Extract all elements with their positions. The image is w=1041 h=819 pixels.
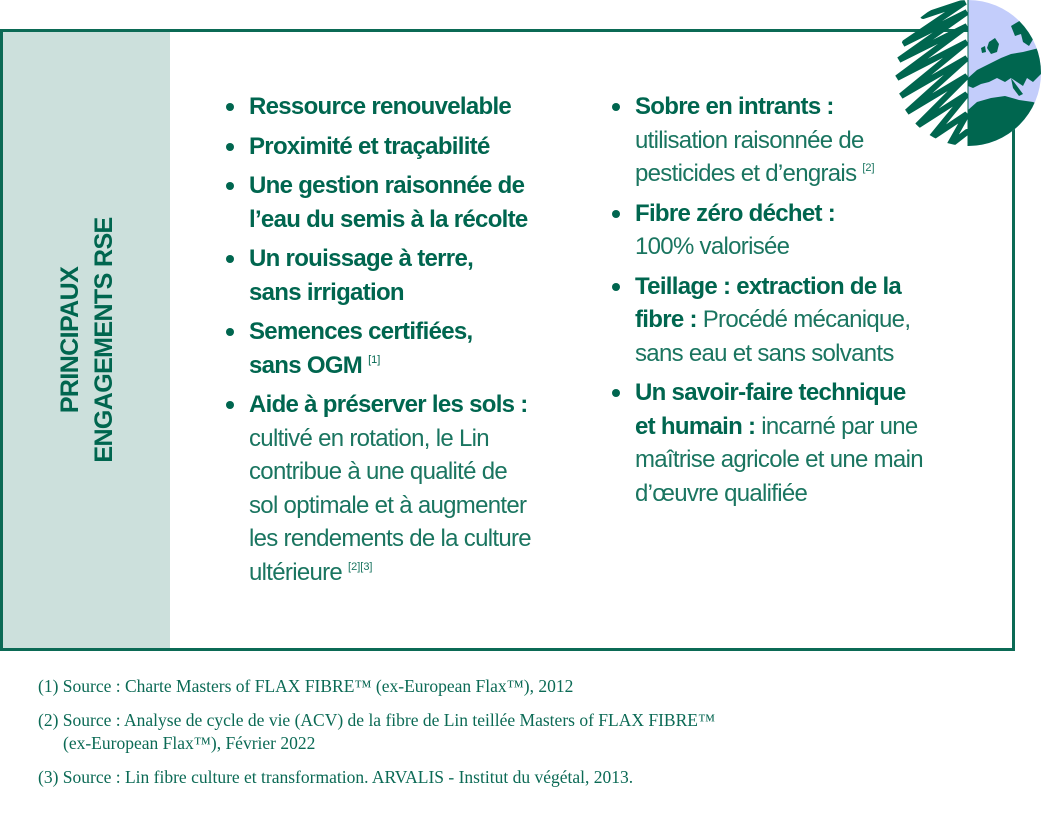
item-description-line: les rendements de la culture <box>249 525 531 552</box>
item-description-line: contribue à une qualité de <box>249 458 508 485</box>
rse-commitments-card <box>0 29 1015 651</box>
footnote-2-text: (2) Source : Analyse de cycle de vie (ACV) de la fibre de Lin teillée Masters of FLAX FIBRE™ <box>38 710 716 730</box>
footnote-ref: [1] <box>368 353 381 366</box>
globe-europe-icon <box>893 0 1041 148</box>
item-description-line: utilisation raisonnée de <box>635 126 864 154</box>
item-title-line: fibre : <box>635 306 697 333</box>
item-title: Proximité et traçabilité <box>249 132 490 160</box>
item-description-line: 100% valorisée <box>635 233 790 260</box>
list-item <box>609 376 989 510</box>
item-title-line: sans OGM <box>249 351 363 379</box>
bullet-icon <box>226 328 234 336</box>
list-item <box>223 169 593 236</box>
item-description-line: ultérieure <box>249 558 343 586</box>
footnote-3: (3) Source : Lin fibre culture et transformation. ARVALIS - Institut du végétal, 2013. <box>38 767 634 787</box>
bullet-icon <box>226 103 234 111</box>
item-title-line: Un savoir-faire technique <box>635 379 906 406</box>
item-title: Ressource renouvelable <box>249 93 512 120</box>
bullet-icon <box>226 143 234 151</box>
footnote-2-continuation: (ex-European Flax™), Février 2022 <box>63 733 316 753</box>
bullet-icon <box>612 283 620 291</box>
footnote-2 <box>38 709 938 755</box>
item-description-line: cultivé en rotation, le Lin <box>249 424 489 452</box>
bullet-icon <box>612 389 620 397</box>
item-title: Sobre en intrants : <box>635 93 834 120</box>
item-description-line: maîtrise agricole et une main <box>635 446 923 473</box>
item-description-line: pesticides et d’engrais <box>635 160 857 187</box>
left-commitments-list <box>223 90 593 595</box>
footnotes <box>38 675 938 800</box>
item-title-line: Un rouissage à terre, <box>249 245 474 272</box>
item-title: Fibre zéro déchet : <box>635 199 836 227</box>
item-title-line: Une gestion raisonnée de <box>249 172 525 199</box>
item-title-line: l’eau du semis à la récolte <box>249 205 528 233</box>
item-title: Aide à préserver les sols : <box>249 391 528 418</box>
list-item <box>223 130 593 164</box>
item-title-line: Teillage : extraction de la <box>635 272 902 300</box>
footnote-1: (1) Source : Charte Masters of FLAX FIBRE™ (ex-European Flax™), 2012 <box>38 676 574 696</box>
list-item <box>609 270 989 371</box>
side-title-line1: PRINCIPAUX <box>55 266 84 414</box>
list-item <box>223 242 593 309</box>
side-title-line2: ENGAGEMENTS RSE <box>89 217 118 463</box>
bullet-icon <box>226 401 234 409</box>
footnote-ref: [2] <box>862 162 875 174</box>
item-description-line: sans eau et sans solvants <box>635 339 894 367</box>
bullet-icon <box>226 255 234 263</box>
list-item <box>223 90 593 124</box>
footnote-ref: [2][3] <box>348 560 373 573</box>
right-commitments-list <box>609 90 989 516</box>
bullet-icon <box>226 182 234 190</box>
list-item <box>223 388 593 589</box>
side-panel <box>3 32 170 648</box>
item-title-line: sans irrigation <box>249 278 404 306</box>
list-item <box>609 197 989 264</box>
list-item <box>223 315 593 382</box>
item-description-inline: Procédé mécanique, <box>696 306 911 333</box>
item-title-line: et humain : <box>635 412 756 440</box>
bullet-icon <box>612 210 620 218</box>
item-title-line: Semences certifiées, <box>249 318 473 345</box>
side-panel-title <box>53 217 121 462</box>
item-description-line: sol optimale et à augmenter <box>249 491 527 519</box>
bullet-icon <box>612 103 620 111</box>
item-description-line: d’œuvre qualifiée <box>635 479 808 507</box>
item-description-inline: incarné par une <box>755 412 918 440</box>
